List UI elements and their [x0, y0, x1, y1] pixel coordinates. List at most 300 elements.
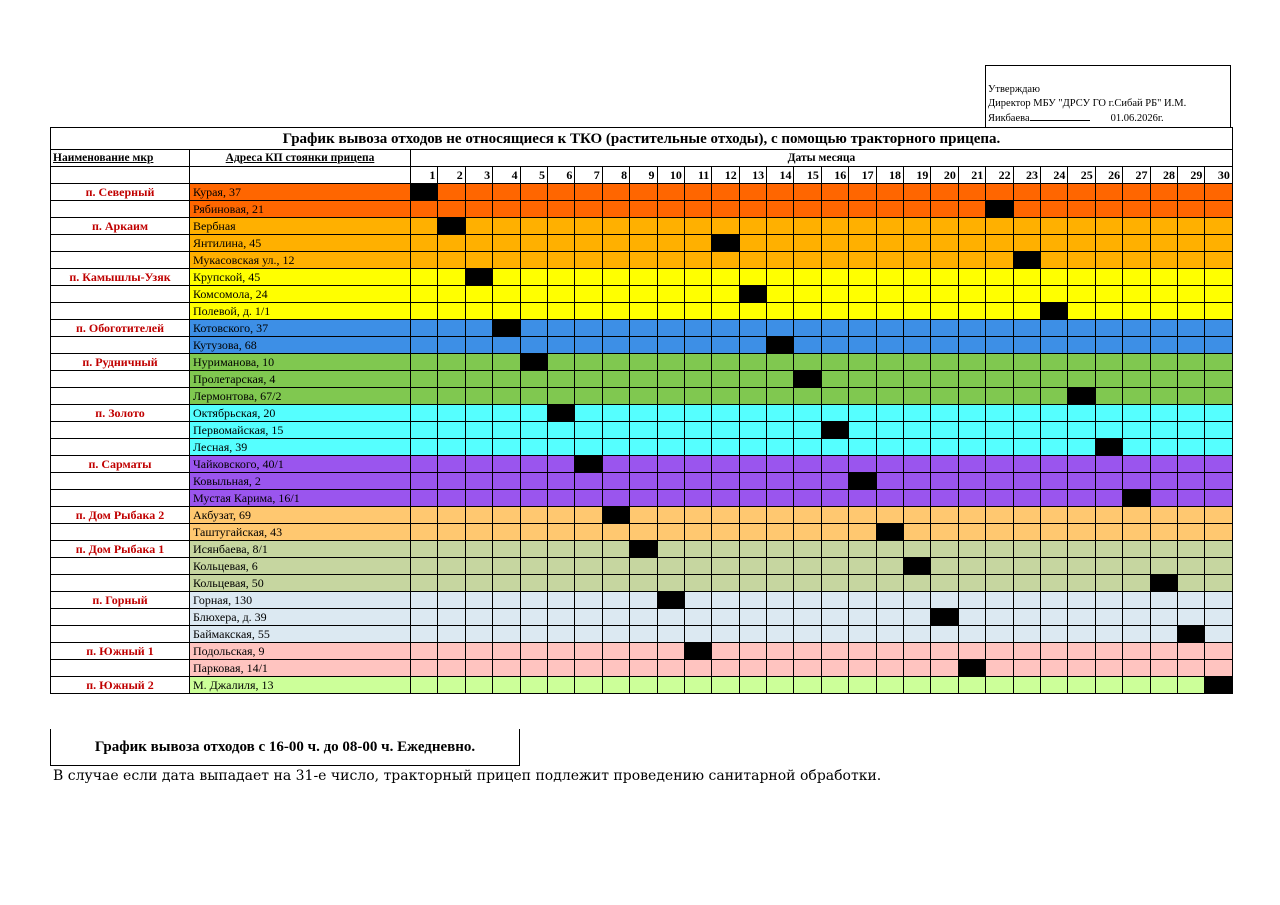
day-cell: [1150, 473, 1177, 490]
day-cell: [986, 660, 1013, 677]
day-cell: [657, 473, 684, 490]
day-cell: [493, 337, 520, 354]
day-cell: [1040, 626, 1067, 643]
day-cell: [657, 405, 684, 422]
day-cell: [712, 201, 739, 218]
day-cell: [575, 677, 602, 694]
day-cell: [767, 473, 794, 490]
day-cell: [493, 354, 520, 371]
day-cell: [1123, 388, 1150, 405]
day-cell: [657, 388, 684, 405]
day-cell: [493, 643, 520, 660]
day-cell: [876, 677, 903, 694]
day-cell: [547, 201, 574, 218]
day-cell: [986, 609, 1013, 626]
day-cell: [1095, 388, 1122, 405]
days-row: [51, 167, 1233, 184]
day-cell: [1150, 405, 1177, 422]
day-cell: [493, 218, 520, 235]
day-cell: [931, 422, 958, 439]
day-cell: [1095, 252, 1122, 269]
day-cell: [931, 405, 958, 422]
day-number: 1: [411, 167, 438, 184]
day-cell: [1013, 439, 1040, 456]
day-cell: [712, 184, 739, 201]
district-name: п. Золото: [51, 405, 190, 422]
schedule-row: [51, 507, 1233, 524]
day-cell: [630, 456, 657, 473]
day-cell: [821, 354, 848, 371]
address-cell: Янтилина, 45: [190, 235, 411, 252]
day-cell: [630, 303, 657, 320]
district-name: [51, 473, 190, 490]
day-cell: [547, 660, 574, 677]
district-name: п. Сарматы: [51, 456, 190, 473]
day-cell: [904, 524, 931, 541]
day-cell: [958, 184, 985, 201]
day-cell: [821, 286, 848, 303]
day-cell: [1150, 677, 1177, 694]
day-cell: [712, 218, 739, 235]
day-cell: [794, 660, 821, 677]
day-cell: [630, 354, 657, 371]
day-cell: [575, 558, 602, 575]
approval-line-1: Утверждаю: [988, 84, 1040, 95]
day-cell: [931, 660, 958, 677]
day-cell: [1068, 592, 1095, 609]
day-cell: [849, 609, 876, 626]
day-cell: [602, 422, 629, 439]
day-cell: [438, 286, 465, 303]
district-name: п. Южный 1: [51, 643, 190, 660]
day-cell: [712, 507, 739, 524]
day-cell: [931, 320, 958, 337]
day-cell: [547, 677, 574, 694]
day-cell: [1013, 320, 1040, 337]
day-cell: [958, 337, 985, 354]
day-cell: [411, 456, 438, 473]
day-cell: [493, 524, 520, 541]
day-cell: [657, 490, 684, 507]
day-cell: [904, 592, 931, 609]
pickup-day-cell: [1177, 626, 1204, 643]
day-cell: [712, 592, 739, 609]
day-cell: [1040, 388, 1067, 405]
day-cell: [958, 558, 985, 575]
day-cell: [575, 660, 602, 677]
day-cell: [958, 218, 985, 235]
day-cell: [958, 235, 985, 252]
day-cell: [465, 507, 492, 524]
day-number: 18: [876, 167, 903, 184]
day-cell: [1068, 303, 1095, 320]
day-cell: [712, 558, 739, 575]
day-cell: [1177, 218, 1204, 235]
day-cell: [931, 337, 958, 354]
address-cell: Подольская, 9: [190, 643, 411, 660]
day-cell: [493, 303, 520, 320]
day-cell: [821, 371, 848, 388]
day-cell: [1177, 490, 1204, 507]
day-cell: [411, 524, 438, 541]
district-name: [51, 286, 190, 303]
day-cell: [575, 184, 602, 201]
address-cell: Лермонтова, 67/2: [190, 388, 411, 405]
day-cell: [630, 439, 657, 456]
day-cell: [520, 439, 547, 456]
day-cell: [547, 320, 574, 337]
day-cell: [1040, 405, 1067, 422]
day-cell: [575, 201, 602, 218]
day-cell: [849, 456, 876, 473]
pickup-day-cell: [931, 609, 958, 626]
day-cell: [1068, 201, 1095, 218]
day-cell: [904, 660, 931, 677]
day-cell: [986, 354, 1013, 371]
day-cell: [1205, 524, 1233, 541]
day-cell: [794, 286, 821, 303]
day-cell: [411, 405, 438, 422]
day-number: 10: [657, 167, 684, 184]
day-cell: [986, 184, 1013, 201]
day-cell: [1095, 575, 1122, 592]
day-cell: [904, 235, 931, 252]
day-cell: [767, 626, 794, 643]
day-cell: [1123, 235, 1150, 252]
day-cell: [849, 439, 876, 456]
day-cell: [958, 405, 985, 422]
day-cell: [876, 558, 903, 575]
day-cell: [547, 286, 574, 303]
day-cell: [493, 575, 520, 592]
header-dates: Даты месяца: [411, 150, 1233, 167]
day-cell: [438, 592, 465, 609]
day-cell: [958, 507, 985, 524]
day-cell: [876, 201, 903, 218]
address-cell: Октябрьская, 20: [190, 405, 411, 422]
day-number: 5: [520, 167, 547, 184]
day-cell: [1177, 643, 1204, 660]
day-cell: [657, 252, 684, 269]
day-cell: [1205, 609, 1233, 626]
day-cell: [1013, 286, 1040, 303]
day-cell: [575, 320, 602, 337]
day-cell: [794, 558, 821, 575]
day-cell: [821, 456, 848, 473]
day-cell: [438, 303, 465, 320]
day-cell: [876, 320, 903, 337]
day-cell: [794, 592, 821, 609]
day-cell: [849, 354, 876, 371]
day-cell: [767, 490, 794, 507]
day-number: 8: [602, 167, 629, 184]
day-cell: [1095, 507, 1122, 524]
day-cell: [465, 575, 492, 592]
day-cell: [684, 456, 711, 473]
day-cell: [712, 354, 739, 371]
day-cell: [1205, 592, 1233, 609]
day-cell: [493, 456, 520, 473]
day-cell: [684, 303, 711, 320]
day-cell: [493, 252, 520, 269]
day-cell: [1205, 286, 1233, 303]
day-cell: [876, 439, 903, 456]
day-cell: [630, 490, 657, 507]
schedule-footer: График вывоза отходов с 16-00 ч. до 08-00 ч. Ежедневно.: [50, 729, 520, 766]
day-cell: [1205, 507, 1233, 524]
day-cell: [520, 592, 547, 609]
day-cell: [493, 609, 520, 626]
day-cell: [876, 371, 903, 388]
day-cell: [1013, 626, 1040, 643]
day-cell: [1068, 575, 1095, 592]
day-cell: [1040, 320, 1067, 337]
day-cell: [465, 201, 492, 218]
day-cell: [739, 592, 766, 609]
day-cell: [958, 609, 985, 626]
day-cell: [794, 643, 821, 660]
day-cell: [547, 575, 574, 592]
day-cell: [821, 592, 848, 609]
day-cell: [1123, 252, 1150, 269]
day-number: 17: [849, 167, 876, 184]
day-cell: [712, 524, 739, 541]
day-cell: [602, 235, 629, 252]
address-cell: Комсомола, 24: [190, 286, 411, 303]
day-cell: [1123, 592, 1150, 609]
day-cell: [986, 269, 1013, 286]
approval-date: 01.06.2026г.: [1110, 113, 1164, 124]
day-cell: [1123, 558, 1150, 575]
day-cell: [849, 371, 876, 388]
day-cell: [520, 677, 547, 694]
day-cell: [630, 218, 657, 235]
day-cell: [958, 473, 985, 490]
day-cell: [712, 252, 739, 269]
day-cell: [1177, 422, 1204, 439]
day-cell: [767, 677, 794, 694]
day-cell: [520, 388, 547, 405]
day-cell: [520, 558, 547, 575]
day-cell: [465, 405, 492, 422]
day-cell: [520, 507, 547, 524]
day-cell: [602, 592, 629, 609]
day-cell: [1013, 575, 1040, 592]
day-cell: [547, 609, 574, 626]
schedule-row: [51, 643, 1233, 660]
schedule-row: [51, 337, 1233, 354]
day-cell: [602, 320, 629, 337]
day-cell: [1040, 592, 1067, 609]
day-cell: [520, 609, 547, 626]
day-cell: [1177, 201, 1204, 218]
day-cell: [1150, 252, 1177, 269]
address-cell: Баймакская, 55: [190, 626, 411, 643]
day-cell: [739, 235, 766, 252]
day-cell: [520, 337, 547, 354]
day-cell: [794, 439, 821, 456]
day-cell: [821, 184, 848, 201]
day-cell: [1040, 218, 1067, 235]
address-cell: Рябиновая, 21: [190, 201, 411, 218]
day-cell: [520, 303, 547, 320]
day-cell: [1177, 439, 1204, 456]
day-cell: [602, 677, 629, 694]
pickup-day-cell: [1068, 388, 1095, 405]
address-cell: Кольцевая, 6: [190, 558, 411, 575]
day-cell: [630, 473, 657, 490]
day-cell: [931, 286, 958, 303]
day-cell: [602, 609, 629, 626]
day-cell: [657, 303, 684, 320]
day-cell: [1068, 609, 1095, 626]
day-cell: [684, 218, 711, 235]
day-cell: [876, 354, 903, 371]
day-cell: [493, 422, 520, 439]
schedule-title: График вывоза отходов не относящиеся к ТКО (растительные отходы), с помощью тракторного прицепа.: [51, 128, 1233, 150]
day-cell: [684, 575, 711, 592]
day-cell: [986, 541, 1013, 558]
pickup-day-cell: [821, 422, 848, 439]
pickup-day-cell: [958, 660, 985, 677]
day-cell: [849, 286, 876, 303]
schedule-row: [51, 490, 1233, 507]
day-cell: [1013, 558, 1040, 575]
day-cell: [575, 235, 602, 252]
day-cell: [493, 490, 520, 507]
day-cell: [575, 405, 602, 422]
day-cell: [1150, 303, 1177, 320]
day-cell: [411, 320, 438, 337]
day-cell: [1040, 677, 1067, 694]
day-cell: [684, 439, 711, 456]
day-cell: [547, 558, 574, 575]
day-cell: [1177, 354, 1204, 371]
day-cell: [712, 677, 739, 694]
day-cell: [821, 558, 848, 575]
day-cell: [575, 626, 602, 643]
day-cell: [1068, 235, 1095, 252]
day-cell: [411, 439, 438, 456]
schedule-row: [51, 609, 1233, 626]
day-cell: [821, 473, 848, 490]
day-cell: [712, 660, 739, 677]
day-number: 19: [904, 167, 931, 184]
day-cell: [931, 303, 958, 320]
day-cell: [794, 184, 821, 201]
day-cell: [958, 388, 985, 405]
day-cell: [493, 626, 520, 643]
day-cell: [465, 184, 492, 201]
day-cell: [575, 303, 602, 320]
day-cell: [712, 337, 739, 354]
schedule-row: [51, 235, 1233, 252]
day-cell: [1205, 643, 1233, 660]
day-cell: [1150, 541, 1177, 558]
day-cell: [438, 660, 465, 677]
day-cell: [1095, 660, 1122, 677]
day-cell: [876, 184, 903, 201]
day-cell: [547, 269, 574, 286]
district-name: [51, 626, 190, 643]
day-cell: [739, 252, 766, 269]
day-cell: [1177, 677, 1204, 694]
day-cell: [1205, 473, 1233, 490]
day-cell: [1177, 456, 1204, 473]
day-cell: [1177, 405, 1204, 422]
day-cell: [849, 660, 876, 677]
day-cell: [1205, 252, 1233, 269]
day-cell: [547, 490, 574, 507]
day-cell: [931, 592, 958, 609]
day-cell: [767, 371, 794, 388]
day-cell: [575, 439, 602, 456]
address-cell: Исянбаева, 8/1: [190, 541, 411, 558]
day-cell: [904, 626, 931, 643]
day-cell: [1205, 439, 1233, 456]
day-number: 13: [739, 167, 766, 184]
day-cell: [1013, 184, 1040, 201]
day-cell: [657, 660, 684, 677]
day-cell: [602, 201, 629, 218]
day-cell: [958, 354, 985, 371]
day-cell: [767, 660, 794, 677]
day-cell: [657, 269, 684, 286]
day-cell: [1205, 541, 1233, 558]
day-cell: [1068, 286, 1095, 303]
day-number: 20: [931, 167, 958, 184]
day-cell: [739, 439, 766, 456]
day-cell: [1013, 660, 1040, 677]
day-cell: [602, 337, 629, 354]
day-number: 12: [712, 167, 739, 184]
district-name: [51, 337, 190, 354]
day-cell: [849, 677, 876, 694]
day-cell: [1177, 575, 1204, 592]
day-number: 30: [1205, 167, 1233, 184]
day-cell: [684, 626, 711, 643]
day-cell: [520, 626, 547, 643]
day-cell: [602, 388, 629, 405]
day-cell: [1150, 388, 1177, 405]
days-row-blank-2: [190, 167, 411, 184]
day-cell: [958, 422, 985, 439]
day-cell: [602, 660, 629, 677]
day-cell: [1095, 473, 1122, 490]
day-cell: [520, 490, 547, 507]
day-cell: [904, 422, 931, 439]
day-cell: [986, 456, 1013, 473]
day-cell: [904, 286, 931, 303]
district-name: [51, 660, 190, 677]
day-cell: [767, 405, 794, 422]
day-cell: [438, 184, 465, 201]
day-cell: [684, 524, 711, 541]
day-cell: [547, 337, 574, 354]
day-cell: [1040, 235, 1067, 252]
address-cell: Мустая Карима, 16/1: [190, 490, 411, 507]
day-cell: [684, 660, 711, 677]
day-cell: [1150, 660, 1177, 677]
day-cell: [931, 507, 958, 524]
day-cell: [438, 677, 465, 694]
day-cell: [547, 354, 574, 371]
day-cell: [931, 354, 958, 371]
day-cell: [931, 643, 958, 660]
day-cell: [958, 201, 985, 218]
day-cell: [876, 235, 903, 252]
day-cell: [1205, 558, 1233, 575]
